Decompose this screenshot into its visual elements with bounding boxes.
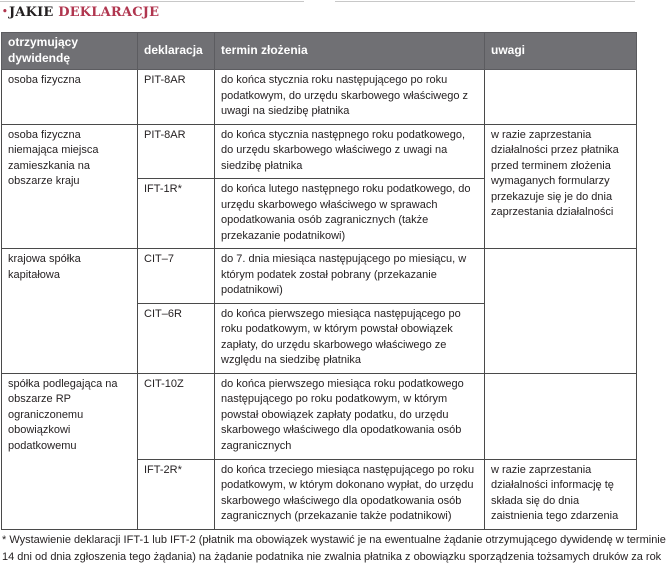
declarations-table [1, 32, 637, 530]
table-row [2, 249, 637, 304]
table-row [2, 70, 637, 125]
notes-cell: w razie zaprzestania działalności informację tę składa się do dnia zaistnienia tego zdarzenia [485, 459, 637, 529]
top-rule-right [335, 1, 635, 2]
section-title [2, 5, 159, 20]
table-row [2, 373, 637, 459]
declaration-cell: CIT-10Z [138, 373, 215, 459]
recipient-cell: osoba fizyczna niemająca miejsca zamieszkania na obszarze kraju [2, 124, 138, 249]
declaration-cell: PIT-8AR [138, 70, 215, 125]
deadline-cell: do końca stycznia następnego roku podatkowego, do urzędu skarbowego właściwego z uwagi na siedzibę płatnika [215, 124, 485, 179]
table-row [2, 124, 637, 179]
footnote-line-2: 14 dni od dnia zgłoszenia tego żądania) na żądanie podatnika nie zwalnia płatnika z obowiązku sporządzenia tożsamych druków za rok [2, 551, 662, 563]
declaration-cell: CIT–7 [138, 249, 215, 304]
deadline-cell: do końca trzeciego miesiąca następującego po roku podatkowym, w którym dokonano wypłat, do urzędu skarbowego właściwego dla opodatkowania osób zagranicznych (przekazanie także podatnikowi) [215, 459, 485, 529]
declaration-cell: PIT-8AR [138, 124, 215, 179]
bullet-icon: • [2, 7, 8, 17]
top-rule [0, 1, 304, 2]
recipient-cell: spółka podlegająca na obszarze RP ograniczonemu obowiązkowi podatkowemu [2, 373, 138, 529]
header-notes: uwagi [485, 33, 637, 70]
recipient-cell: osoba fizyczna [2, 70, 138, 125]
header-recipient: otrzymujący dywidendę [2, 33, 138, 70]
declaration-cell: IFT-1R* [138, 179, 215, 249]
deadline-cell: do końca stycznia roku następującego po roku podatkowym, do urzędu skarbowego właściwego z uwagi na siedzibę płatnika [215, 70, 485, 125]
deadline-cell: do końca lutego następnego roku podatkowego, do urzędu skarbowego właściwego w sprawach opodatkowania osób zagranicznych (także przekazanie podatnikowi) [215, 179, 485, 249]
notes-cell [485, 373, 637, 459]
table-header-row [2, 33, 637, 70]
footnote [2, 532, 671, 566]
header-deadline: termin złożenia [215, 33, 485, 70]
notes-cell [485, 70, 637, 125]
recipient-cell: krajowa spółka kapitałowa [2, 249, 138, 374]
title-part-1: JAKIE [8, 5, 59, 20]
declaration-cell: CIT–6R [138, 303, 215, 373]
footnote-line-1: * Wystawienie deklaracji IFT-1 lub IFT-2 (płatnik ma obowiązek wystawić je na ewentualne żądanie otrzymującego dywidendę w terminie [2, 534, 666, 546]
header-declaration: deklaracja [138, 33, 215, 70]
title-part-2: DEKLARACJE [58, 5, 160, 20]
deadline-cell: do końca pierwszego miesiąca roku podatkowego następującego po roku podatkowym, w którym powstał obowiązek zapłaty podatku, do urzędu skarbowego właściwego dla opodatkowania osób zagranicznych [215, 373, 485, 459]
deadline-cell: do końca pierwszego miesiąca następującego po roku podatkowym, w którym powstał obowiązek zapłaty, do urzędu skarbowego właściwego ze względu na siedzibę płatnika [215, 303, 485, 373]
notes-cell: w razie zaprzestania działalności przez płatnika przed terminem złożenia wymaganych formularzy przekazuje się je do dnia zaprzestania działalności [485, 124, 637, 249]
deadline-cell: do 7. dnia miesiąca następującego po miesiącu, w którym podatek został pobrany (przekazanie podatnikowi) [215, 249, 485, 304]
notes-cell [485, 249, 637, 374]
declaration-cell: IFT-2R* [138, 459, 215, 529]
